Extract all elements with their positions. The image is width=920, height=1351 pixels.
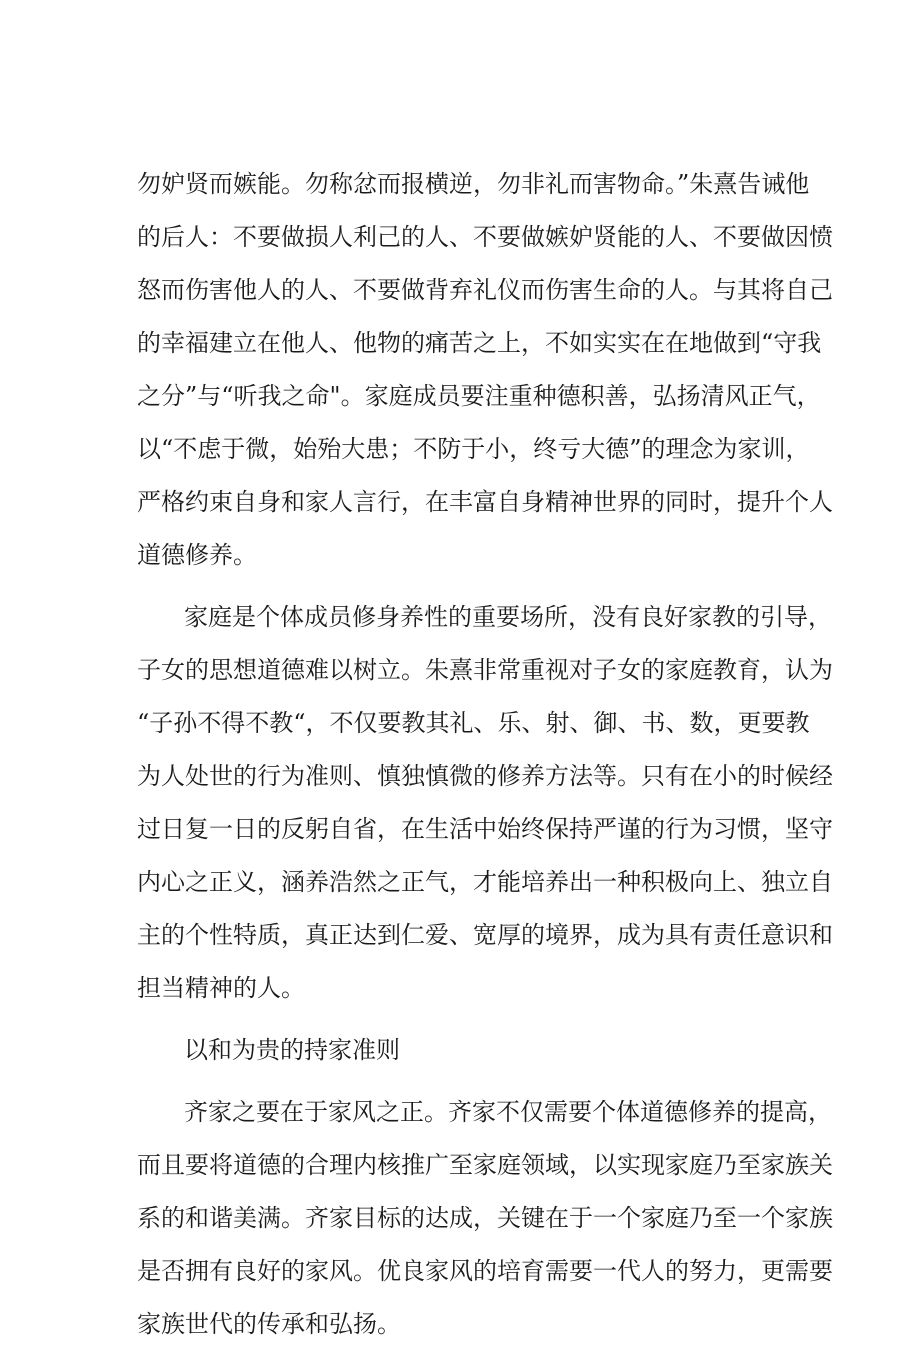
text-line: 系的和谐美满。齐家目标的达成，关键在于一个家庭乃至一个家族	[137, 1204, 833, 1232]
text-line: 勿妒贤而嫉能。勿称忿而报横逆，勿非礼而害物命。”朱熹告诫他	[137, 170, 810, 198]
text-line: 家族世代的传承和弘扬。	[137, 1310, 401, 1338]
text-line: 家庭是个体成员修身养性的重要场所，没有良好家教的引导，	[184, 603, 832, 631]
text-line: 齐家之要在于家风之正。齐家不仅需要个体道德修养的提高，	[184, 1098, 832, 1126]
text-line: 内心之正义，涵养浩然之正气，才能培养出一种积极向上、独立自	[137, 868, 833, 896]
text-line: 而且要将道德的合理内核推广至家庭领域，以实现家庭乃至家族关	[137, 1151, 833, 1179]
text-line: 为人处世的行为准则、慎独慎微的修养方法等。只有在小的时候经	[137, 762, 833, 790]
text-line: 是否拥有良好的家风。优良家风的培育需要一代人的努力，更需要	[137, 1257, 833, 1285]
text-line: 子女的思想道德难以树立。朱熹非常重视对子女的家庭教育，认为	[137, 656, 833, 684]
section-heading	[137, 1024, 805, 1077]
text-line: 以“不虑于微，始殆大患；不防于小，终亏大德”的理念为家训，	[137, 435, 810, 463]
text-line: 道德修养。	[137, 541, 257, 569]
text-line: 的后人：不要做损人利己的人、不要做嫉妒贤能的人、不要做因愤	[137, 223, 833, 251]
heading-text: 以和为贵的持家准则	[184, 1036, 400, 1064]
text-line: 过日复一日的反躬自省，在生活中始终保持严谨的行为习惯，坚守	[137, 815, 833, 843]
paragraph-2	[137, 591, 833, 1015]
text-line: 的幸福建立在他人、他物的痛苦之上，不如实实在在地做到“守我	[137, 329, 822, 357]
text-line: 担当精神的人。	[137, 974, 305, 1002]
paragraph-3	[137, 1086, 833, 1351]
document-body	[137, 158, 833, 1351]
text-line: 怒而伤害他人的人、不要做背弃礼仪而伤害生命的人。与其将自己	[137, 276, 833, 304]
text-line: 严格约束自身和家人言行，在丰富自身精神世界的同时，提升个人	[137, 488, 833, 516]
text-line: 主的个性特质，真正达到仁爱、宽厚的境界，成为具有责任意识和	[137, 921, 833, 949]
text-line: 之分”与“听我之命"。家庭成员要注重种德积善，弘扬清风正气，	[137, 382, 821, 410]
paragraph-1	[137, 158, 833, 582]
text-line: “子孙不得不教“，不仅要教其礼、乐、射、御、书、数，更要教	[137, 709, 810, 737]
